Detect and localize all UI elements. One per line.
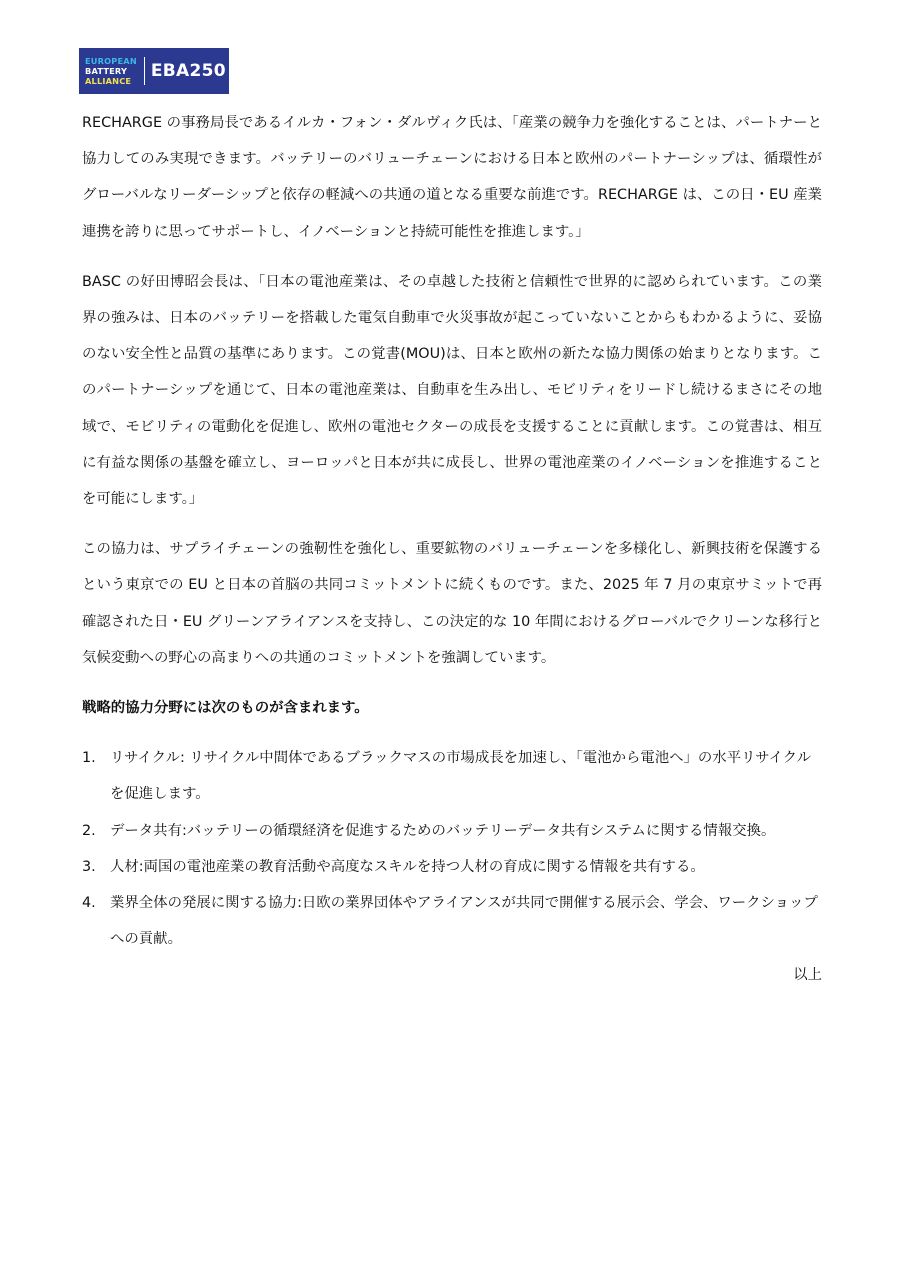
list-item-text: 業界全体の発展に関する協力:日欧の業界団体やアライアンスが共同で開催する展示会、学会、ワークショップへの貢献。 <box>110 895 818 948</box>
logo-line-european: EUROPEAN <box>85 56 137 66</box>
list-item <box>82 740 822 812</box>
logo-brand: EBA250 <box>150 61 226 81</box>
logo-wordmark <box>85 56 137 86</box>
list-item-number: 2. <box>82 822 96 839</box>
paragraph-recharge-quote: RECHARGE の事務局長であるイルカ・フォン・ダルヴィク氏は、「産業の競争力を強化することは、パートナーと協力してのみ実現できます。バッテリーのバリューチェーンにおける日本と欧州のパートナーシップは、循環性がグローバルなリーダーシップと依存の軽減への共通の道となる重要な前進です。RECHARGE は、この日・EU 産業連携を誇りに思ってサポートし、イノベーションと持続可能性を推進します。」 <box>82 115 822 240</box>
list-item <box>82 813 822 849</box>
logo-line-battery: BATTERY <box>85 66 128 76</box>
cooperation-areas-list <box>82 740 822 957</box>
section-heading: 戦略的協力分野には次のものが含まれます。 <box>82 700 369 717</box>
list-item <box>82 849 822 885</box>
closing-mark: 以上 <box>793 967 822 984</box>
list-item-text: リサイクル: リサイクル中間体であるブラックマスの市場成長を加速し、「電池から電池へ」の水平リサイクルを促進します。 <box>110 750 812 803</box>
logo-divider <box>144 57 145 85</box>
paragraph-basc-quote: BASC の好田博昭会長は、「日本の電池産業は、その卓越した技術と信頼性で世界的に認められています。この業界の強みは、日本のバッテリーを搭載した電気自動車で火災事故が起こっていないことからもわかるように、妥協のない安全性と品質の基準にあります。この覚書(MOU)は、日本と欧州の新たな協力関係の始まりとなります。このパートナーシップを通じて、日本の電池産業は、自動車を生み出し、モビリティをリードし続けるまさにその地域で、モビリティの電動化を促進し、欧州の電池セクターの成長を支援することに貢献します。この覚書は、相互に有益な関係の基盤を確立し、ヨーロッパと日本が共に成長し、世界の電池産業のイノベーションを推進することを可能にします。」 <box>82 273 822 508</box>
list-item-text: 人材:両国の電池産業の教育活動や高度なスキルを持つ人材の育成に関する情報を共有する。 <box>110 858 705 875</box>
list-item-number: 3. <box>82 858 96 875</box>
list-item <box>82 885 822 957</box>
list-item-number: 4. <box>82 895 96 912</box>
logo-line-alliance: ALLIANCE <box>85 76 132 86</box>
list-item-number: 1. <box>82 750 96 767</box>
document-body <box>82 105 822 994</box>
eba250-logo <box>79 48 229 94</box>
list-item-text: データ共有:バッテリーの循環経済を促進するためのバッテリーデータ共有システムに関する情報交換。 <box>110 822 776 839</box>
paragraph-cooperation: この協力は、サプライチェーンの強靭性を強化し、重要鉱物のバリューチェーンを多様化し、新興技術を保護するという東京での EU と日本の首脳の共同コミットメントに続くものです。また、2025 年 7 月の東京サミットで再確認された日・EU グリーンアライアンスを支持し、この決定的な 10 年間におけるグローバルでクリーンな移行と気候変動への野心の高まりへの共通のコミットメントを強調しています。 <box>82 541 822 666</box>
